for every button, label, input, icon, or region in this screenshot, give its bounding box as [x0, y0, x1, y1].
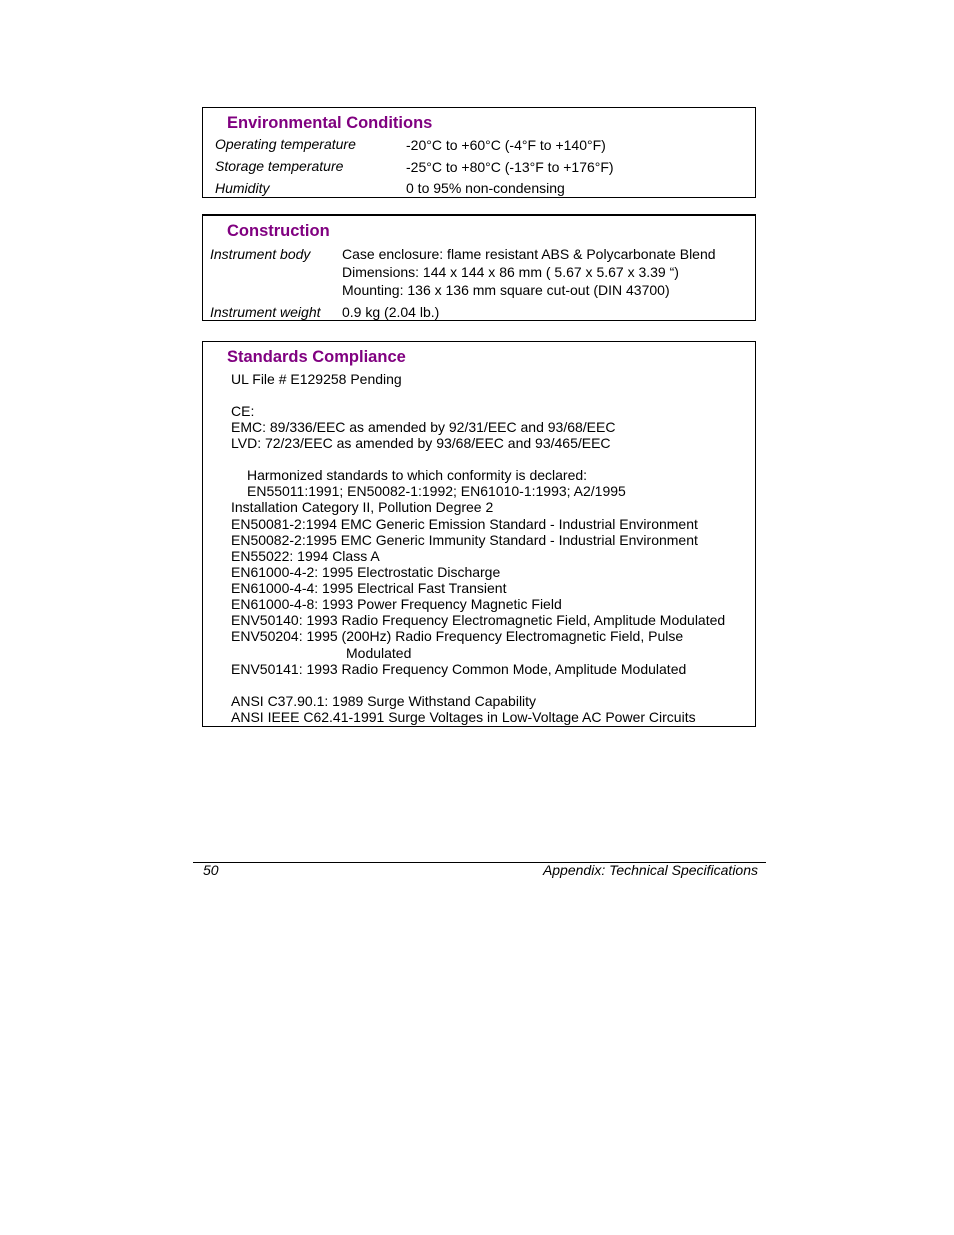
environmental-conditions-title: Environmental Conditions	[227, 114, 433, 132]
standards-line: CE:	[231, 403, 255, 419]
standards-line: Installation Category II, Pollution Degree 2	[231, 499, 494, 515]
standards-compliance-box	[202, 341, 756, 727]
storage-temperature-value: -25°C to +80°C (-13°F to +176°F)	[406, 159, 614, 175]
mounting-text: Mounting: 136 x 136 mm square cut-out (DIN 43700)	[342, 282, 670, 298]
operating-temperature-label: Operating temperature	[215, 136, 356, 152]
standards-line: EN50081-2:1994 EMC Generic Emission Standard - Industrial Environment	[231, 516, 698, 532]
operating-temperature-value: -20°C to +60°C (-4°F to +140°F)	[406, 137, 606, 153]
standards-line: EN61000-4-2: 1995 Electrostatic Discharge	[231, 564, 501, 580]
standards-line: EN61000-4-4: 1995 Electrical Fast Transient	[231, 580, 507, 596]
standards-line: ANSI IEEE C62.41-1991 Surge Voltages in Low-Voltage AC Power Circuits	[231, 709, 696, 725]
standards-line: EMC: 89/336/EEC as amended by 92/31/EEC and 93/68/EEC	[231, 419, 616, 435]
humidity-label: Humidity	[215, 180, 270, 196]
footer-section-title: Appendix: Technical Specifications	[542, 862, 758, 878]
standards-line: ANSI C37.90.1: 1989 Surge Withstand Capability	[231, 693, 537, 709]
storage-temperature-label: Storage temperature	[215, 158, 344, 174]
standards-line: EN50082-2:1995 EMC Generic Immunity Standard - Industrial Environment	[231, 532, 698, 548]
standards-line: ENV50204: 1995 (200Hz) Radio Frequency Electromagnetic Field, Pulse	[231, 628, 684, 644]
environmental-conditions-box	[202, 107, 756, 198]
instrument-weight-value: 0.9 kg (2.04 lb.)	[342, 304, 440, 320]
instrument-body-label: Instrument body	[210, 246, 311, 262]
standards-line: UL File # E129258 Pending	[231, 371, 402, 387]
standards-line: EN55011:1991; EN50082-1:1992; EN61010-1:1993; A2/1995	[247, 483, 626, 499]
standards-line: Modulated	[346, 645, 412, 661]
case-enclosure-text: Case enclosure: flame resistant ABS & Polycarbonate Blend	[342, 246, 716, 262]
standards-line: ENV50140: 1993 Radio Frequency Electromagnetic Field, Amplitude Modulated	[231, 612, 726, 628]
standards-line: EN55022: 1994 Class A	[231, 548, 380, 564]
dimensions-text: Dimensions: 144 x 144 x 86 mm ( 5.67 x 5.67 x 3.39 “)	[342, 264, 679, 280]
standards-line: LVD: 72/23/EEC as amended by 93/68/EEC and 93/465/EEC	[231, 435, 611, 451]
construction-title: Construction	[227, 222, 330, 240]
standards-line: Harmonized standards to which conformity is declared:	[247, 467, 588, 483]
instrument-weight-label: Instrument weight	[210, 304, 321, 320]
standards-line: EN61000-4-8: 1993 Power Frequency Magnetic Field	[231, 596, 562, 612]
page-number: 50	[203, 862, 219, 878]
standards-compliance-title: Standards Compliance	[227, 348, 406, 366]
humidity-value: 0 to 95% non-condensing	[406, 180, 565, 196]
standards-line: ENV50141: 1993 Radio Frequency Common Mode, Amplitude Modulated	[231, 661, 687, 677]
construction-box	[202, 214, 756, 321]
